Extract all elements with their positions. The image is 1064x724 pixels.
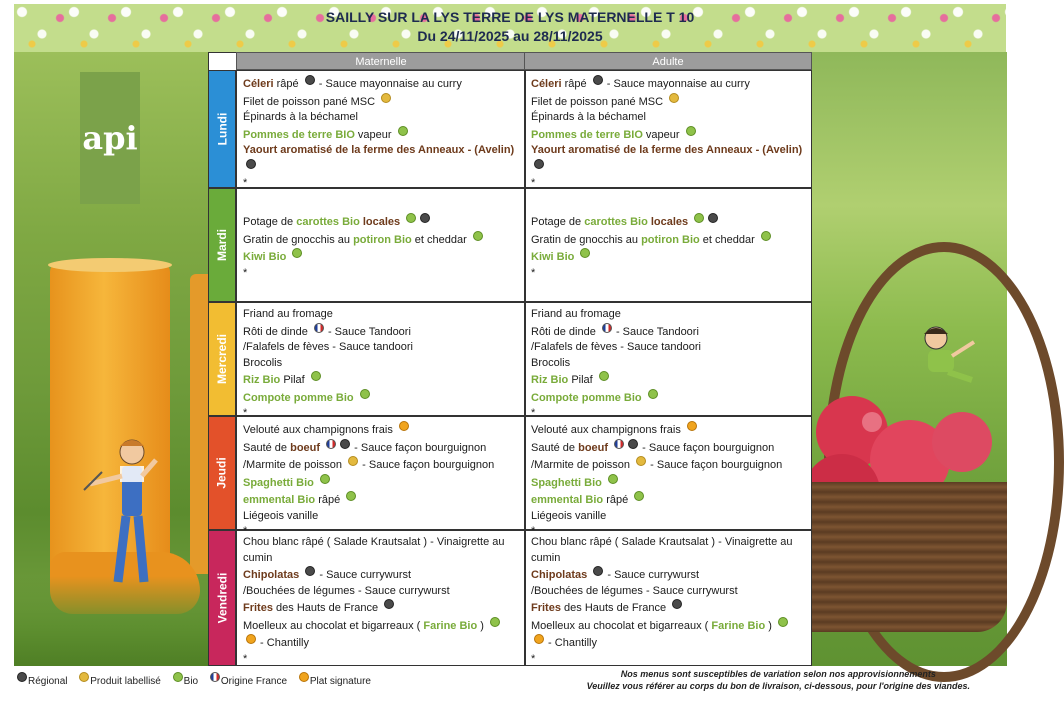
bio-icon: [346, 491, 356, 501]
france-flag-icon: [210, 672, 220, 682]
bio-text: Riz Bio: [531, 374, 569, 386]
menu-title: SAILLY SUR LA LYS TERRE DE LYS MATERNELLE T 10: [325, 9, 695, 25]
menu-line: [243, 617, 521, 635]
menu-text: Friand au fromage: [243, 308, 333, 320]
menu-text: *: [531, 177, 536, 189]
regional-icon: [246, 159, 256, 169]
menu-line: [243, 266, 521, 282]
menu-line: [531, 266, 807, 282]
legend-label-label: Produit labellisé: [90, 676, 161, 687]
menu-line: [531, 248, 807, 266]
menu-line: [243, 456, 521, 474]
menu-text: - Sauce façon bourguignon: [647, 459, 783, 471]
regional-icon: [340, 439, 350, 449]
menu-line: [243, 371, 521, 389]
menu-text: Moelleux au chocolat et bigarreaux (: [531, 619, 712, 632]
menu-line: [243, 323, 521, 341]
menu-line: [243, 566, 521, 584]
regional-icon: [305, 566, 315, 576]
menu-text: /Bouchées de légumes - Sauce currywurst: [243, 584, 450, 597]
menu-text: râpé: [603, 494, 632, 506]
menu-line: [243, 307, 521, 323]
signature-icon: [687, 421, 697, 431]
day-name: Mercredi: [215, 333, 229, 385]
menu-text: *: [243, 652, 248, 665]
local-text: Yaourt aromatisé de la ferme des Anneaux - (Avelin): [243, 144, 515, 156]
menu-text: [299, 569, 302, 581]
maternelle-menu-mercredi: [236, 302, 526, 419]
local-text: boeuf: [290, 441, 321, 454]
regional-icon: [305, 75, 315, 85]
menu-text: /Falafels de fèves - Sauce tandoori: [243, 341, 413, 353]
france-icon: [314, 323, 324, 333]
menu-text: - Sauce façon bourguignon: [351, 441, 487, 454]
menu-line: [531, 509, 807, 525]
menu-text: [574, 251, 577, 263]
menu-line: [531, 213, 807, 231]
menu-text: Rôti de dinde: [531, 325, 599, 338]
menu-text: [602, 477, 605, 489]
menu-line: [243, 652, 521, 668]
legend-signature-label: Plat signature: [309, 676, 371, 687]
menu-text: /Falafels de fèves - Sauce tandoori: [531, 341, 701, 353]
legend-france-label: Origine France: [220, 676, 288, 687]
icon-legend: [14, 672, 377, 687]
bio-text: Pommes de terre BIO: [531, 128, 643, 141]
bio-text: Pommes de terre BIO: [243, 128, 355, 141]
menu-text: *: [243, 525, 248, 537]
local-text: Frites: [243, 602, 273, 614]
footer-note-line-2: Veuillez vous référer au corps du bon de livraison, ci-dessous, pour l'origine des viandes.: [586, 681, 970, 691]
bio-text: Kiwi Bio: [531, 251, 575, 263]
menu-line: [531, 323, 807, 341]
label-icon: [79, 672, 89, 682]
menu-text: [608, 442, 611, 454]
menu-text: [286, 251, 289, 263]
menu-text: /Bouchées de légumes - Sauce currywurst: [531, 584, 738, 597]
footer-note-line-1: Nos menus sont susceptibles de variation selon nos approvisionnements: [620, 669, 936, 679]
bio-icon: [473, 231, 483, 241]
menu-text: Sauté de: [243, 441, 291, 454]
menu-line: [531, 110, 807, 126]
wicker-basket-shape: [812, 482, 1007, 632]
bio-text: Compote pomme Bio: [243, 391, 354, 404]
local-text: Frites: [531, 602, 561, 614]
menu-text: [354, 392, 357, 404]
france-icon: [326, 439, 336, 449]
bio-text: Spaghetti Bio: [531, 476, 602, 489]
grass-shape: [14, 576, 208, 666]
local-text: Céleri: [531, 78, 562, 90]
menu-text: Gratin de gnocchis au: [531, 233, 642, 246]
bio-icon: [292, 248, 302, 258]
column-header-adulte: Adulte: [524, 52, 812, 70]
menu-text: [314, 477, 317, 489]
menu-line: [243, 93, 521, 111]
maternelle-menu-mardi: [236, 188, 526, 302]
menu-line: [243, 634, 521, 652]
menu-text: Liégeois vanille: [531, 509, 607, 522]
menu-text: - Sauce currywurst: [604, 569, 700, 581]
menu-text: Épinards à la béchamel: [243, 111, 358, 123]
menu-dates: Du 24/11/2025 au 28/11/2025: [417, 28, 603, 44]
menu-text: *: [243, 266, 248, 279]
header-banner: [14, 4, 1006, 52]
bio-icon: [406, 213, 416, 223]
menu-text: vapeur: [642, 128, 683, 141]
menu-text: - Sauce Tandoori: [324, 325, 411, 338]
bio-icon: [778, 617, 788, 627]
bio-text: potiron Bio: [641, 233, 700, 246]
france-icon: [602, 323, 612, 333]
menu-line: [243, 126, 521, 144]
menu-text: *: [243, 407, 248, 419]
legend-regional: [14, 676, 67, 687]
legend-signature: [296, 676, 371, 687]
menu-line: [531, 439, 807, 457]
menu-line: [243, 231, 521, 249]
regional-icon: [628, 439, 638, 449]
local-text: Chipolatas: [243, 569, 300, 581]
local-text: Yaourt aromatisé de la ferme des Anneaux - (Avelin): [531, 144, 803, 156]
menu-text: [400, 216, 403, 228]
adulte-menu-jeudi: [524, 416, 812, 537]
right-decorative-photo: [812, 52, 1007, 666]
signature-icon: [399, 421, 409, 431]
label-icon: [636, 456, 646, 466]
label-icon: [348, 456, 358, 466]
menu-text: Pilaf: [568, 374, 596, 386]
maternelle-menu-jeudi: [236, 416, 526, 537]
menu-line: [243, 584, 521, 600]
menu-text: Potage de: [243, 216, 297, 228]
menu-text: Rôti de dinde: [243, 325, 311, 338]
france-icon: [614, 439, 624, 449]
bio-text: Kiwi Bio: [243, 251, 287, 263]
menu-text: des Hauts de France: [272, 602, 382, 614]
menu-line: [531, 566, 807, 584]
menu-line: [243, 75, 521, 93]
local-text: locales: [650, 216, 689, 228]
menu-line: [531, 535, 807, 566]
menu-text: [587, 569, 590, 581]
menu-text: ): [477, 619, 487, 632]
menu-line: [531, 143, 807, 176]
regional-icon: [708, 213, 718, 223]
menu-line: [531, 307, 807, 323]
menu-line: [243, 491, 521, 509]
menu-text: - Chantilly: [545, 637, 597, 649]
menu-text: [642, 392, 645, 404]
menu-line: [243, 340, 521, 356]
menu-text: *: [531, 525, 536, 537]
menu-text: râpé: [561, 78, 590, 90]
left-decorative-photo: [14, 52, 208, 666]
label-icon: [669, 93, 679, 103]
menu-text: Velouté aux champignons frais: [531, 424, 684, 436]
menu-text: Moelleux au chocolat et bigarreaux (: [243, 619, 424, 632]
bio-text: Spaghetti Bio: [243, 476, 314, 489]
menu-text: - Sauce façon bourguignon: [639, 441, 775, 454]
menu-line: [243, 213, 521, 231]
bio-icon: [311, 371, 321, 381]
menu-text: *: [243, 177, 248, 189]
api-logo: [80, 72, 140, 204]
footer-note: [587, 668, 970, 692]
menu-line: [243, 509, 521, 525]
menu-line: [243, 143, 521, 176]
menu-text: et cheddar: [411, 233, 470, 246]
menu-text: Filet de poisson pané MSC: [531, 95, 667, 108]
menu-text: Chou blanc râpé ( Salade Krautsalat ) - Vinaigrette au cumin: [243, 536, 505, 564]
boot-rim-shape: [48, 258, 172, 272]
bio-text: potiron Bio: [353, 233, 412, 246]
menu-text: Liégeois vanille: [243, 509, 319, 522]
bio-icon: [761, 231, 771, 241]
menu-text: Chou blanc râpé ( Salade Krautsalat ) - Vinaigrette au cumin: [531, 536, 793, 564]
regional-icon: [593, 566, 603, 576]
menu-line: [243, 248, 521, 266]
menu-line: [531, 652, 807, 668]
bio-icon: [580, 248, 590, 258]
menu-text: *: [531, 266, 536, 279]
regional-icon: [17, 672, 27, 682]
regional-icon: [420, 213, 430, 223]
menu-line: [531, 456, 807, 474]
adulte-menu-mardi: [524, 188, 812, 302]
menu-text: vapeur: [354, 128, 395, 141]
menu-line: [531, 371, 807, 389]
menu-text: [688, 216, 691, 228]
day-name: Vendredi: [215, 572, 229, 624]
day-label-jeudi: [208, 416, 236, 530]
label-icon: [381, 93, 391, 103]
day-label-mercredi: [208, 302, 236, 416]
menu-line: [531, 599, 807, 617]
local-text: locales: [362, 216, 401, 228]
bio-text: Compote pomme Bio: [531, 391, 642, 404]
menu-line: [243, 110, 521, 126]
menu-line: [531, 474, 807, 492]
menu-text: [320, 442, 323, 454]
day-name: Jeudi: [215, 457, 229, 489]
day-label-vendredi: [208, 530, 236, 666]
legend-bio: [170, 676, 198, 687]
bio-text: emmental Bio: [531, 494, 604, 506]
menu-text: ): [765, 619, 775, 632]
menu-text: Pilaf: [280, 374, 308, 386]
maternelle-menu-vendredi: [236, 530, 526, 666]
menu-text: Filet de poisson pané MSC: [243, 95, 379, 108]
menu-line: [243, 439, 521, 457]
api-logo-text: api: [82, 119, 138, 157]
menu-line: [531, 231, 807, 249]
adulte-menu-mercredi: [524, 302, 812, 419]
bio-icon: [694, 213, 704, 223]
menu-text: Brocolis: [243, 356, 283, 369]
bio-text: Riz Bio: [243, 374, 281, 386]
menu-text: /Marmite de poisson: [531, 459, 634, 471]
legend-bio-label: Bio: [183, 676, 199, 687]
menu-line: [531, 75, 807, 93]
local-text: boeuf: [578, 441, 609, 454]
menu-text: *: [531, 652, 536, 665]
menu-line: [531, 421, 807, 439]
bio-text: Farine Bio: [711, 619, 766, 632]
menu-text: Brocolis: [531, 356, 571, 369]
adulte-menu-lundi: [524, 70, 812, 188]
menu-text: Friand au fromage: [531, 308, 621, 320]
maternelle-menu-lundi: [236, 70, 526, 188]
regional-icon: [384, 599, 394, 609]
menu-line: [531, 617, 807, 635]
menu-text: râpé: [273, 78, 302, 90]
signature-icon: [246, 634, 256, 644]
menu-line: [243, 474, 521, 492]
menu-line: [531, 356, 807, 372]
menu-text: des Hauts de France: [560, 602, 670, 614]
menu-line: [243, 421, 521, 439]
bio-text: emmental Bio: [243, 494, 316, 506]
menu-line: [243, 356, 521, 372]
bio-icon: [648, 389, 658, 399]
menu-line: [531, 491, 807, 509]
bio-icon: [599, 371, 609, 381]
menu-line: [243, 535, 521, 566]
bio-icon: [398, 126, 408, 136]
bio-icon: [360, 389, 370, 399]
column-header-maternelle: Maternelle: [236, 52, 526, 70]
signature-icon: [299, 672, 309, 682]
menu-text: Velouté aux champignons frais: [243, 424, 396, 436]
bio-text: carottes Bio: [296, 216, 360, 228]
regional-icon: [534, 159, 544, 169]
bio-icon: [686, 126, 696, 136]
local-text: Chipolatas: [531, 569, 588, 581]
bio-icon: [490, 617, 500, 627]
signature-icon: [534, 634, 544, 644]
menu-text: râpé: [315, 494, 344, 506]
menu-text: Sauté de: [531, 441, 579, 454]
menu-text: *: [531, 407, 536, 419]
menu-text: et cheddar: [699, 233, 758, 246]
legend-label: [76, 676, 161, 687]
bio-icon: [608, 474, 618, 484]
menu-text: Potage de: [531, 216, 585, 228]
day-label-mardi: [208, 188, 236, 302]
day-label-lundi: [208, 70, 236, 188]
menu-line: [531, 126, 807, 144]
menu-text: - Sauce mayonnaise au curry: [315, 78, 462, 90]
legend-france: [207, 676, 287, 687]
menu-text: Gratin de gnocchis au: [243, 233, 354, 246]
bio-text: Farine Bio: [423, 619, 478, 632]
menu-line: [531, 584, 807, 600]
adulte-menu-vendredi: [524, 530, 812, 666]
menu-line: [243, 389, 521, 407]
local-text: Céleri: [243, 78, 274, 90]
menu-text: Épinards à la béchamel: [531, 111, 646, 123]
menu-text: /Marmite de poisson: [243, 459, 346, 471]
menu-line: [531, 634, 807, 652]
menu-text: - Sauce façon bourguignon: [359, 459, 495, 471]
menu-text: - Chantilly: [257, 637, 309, 649]
regional-icon: [672, 599, 682, 609]
day-name: Lundi: [215, 112, 229, 146]
menu-text: - Sauce currywurst: [316, 569, 412, 581]
bio-icon: [320, 474, 330, 484]
regional-icon: [593, 75, 603, 85]
climbing-kid-illustration: [912, 322, 982, 392]
bio-icon: [173, 672, 183, 682]
menu-line: [531, 340, 807, 356]
menu-line: [531, 93, 807, 111]
menu-line: [243, 599, 521, 617]
menu-line: [531, 389, 807, 407]
bio-icon: [634, 491, 644, 501]
menu-text: - Sauce Tandoori: [612, 325, 699, 338]
bio-text: carottes Bio: [584, 216, 648, 228]
menu-text: - Sauce mayonnaise au curry: [603, 78, 750, 90]
day-name: Mardi: [215, 228, 230, 262]
legend-regional-label: Régional: [28, 676, 68, 687]
